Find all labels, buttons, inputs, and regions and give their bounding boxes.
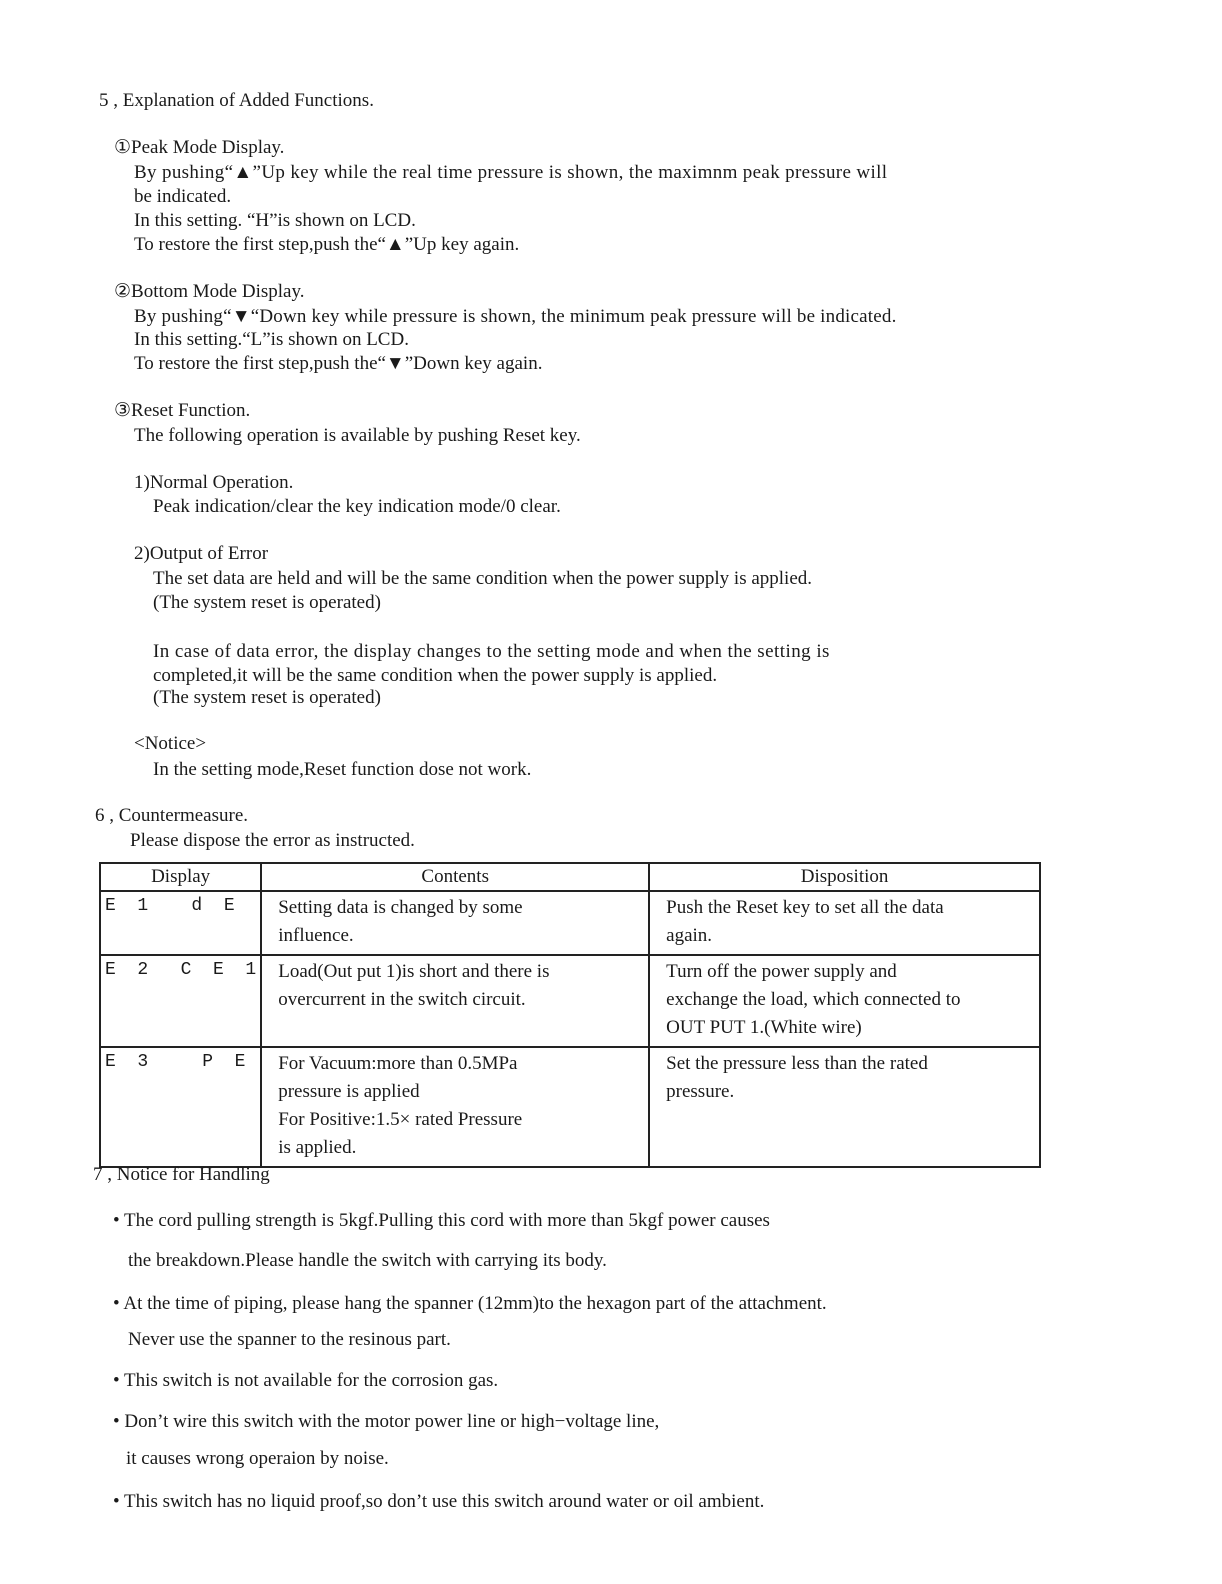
error-disposition [649, 1047, 1040, 1167]
cell-line: overcurrent in the switch circuit. [278, 989, 526, 1010]
handling-bullet: • This switch is not available for the corrosion gas. [113, 1370, 499, 1391]
cell-line: For Positive:1.5× rated Pressure [278, 1109, 523, 1130]
table-row [100, 1047, 1040, 1167]
bottom-mode-line: In this setting.“L”is shown on LCD. [134, 329, 409, 350]
table-header-disposition: Disposition [649, 863, 1040, 891]
normal-operation-line: Peak indication/clear the key indication mode/0 clear. [153, 496, 561, 517]
cell-line: Load(Out put 1)is short and there is [278, 961, 550, 982]
handling-bullet: • Don’t wire this switch with the motor power line or high−voltage line, [113, 1411, 660, 1432]
bottom-mode-title: ②Bottom Mode Display. [114, 281, 305, 302]
peak-mode-line: be indicated. [134, 186, 232, 207]
handling-bullet: • This switch has no liquid proof,so don’t use this switch around water or oil ambient. [113, 1491, 765, 1512]
data-error-line: completed,it will be the same condition when the power supply is applied. [153, 665, 718, 686]
table-header-display: Display [100, 863, 261, 891]
section-5-heading: 5 , Explanation of Added Functions. [99, 90, 374, 111]
notice-title: <Notice> [134, 733, 207, 754]
cell-line: Setting data is changed by some [278, 897, 523, 918]
bottom-mode-line: To restore the first step,push the“▼”Down key again. [134, 353, 543, 374]
error-code: E 3 P E [100, 1047, 261, 1167]
normal-operation-title: 1)Normal Operation. [134, 472, 294, 493]
peak-mode-line: To restore the first step,push the“▲”Up key again. [134, 234, 520, 255]
table-row [100, 891, 1040, 955]
reset-function-line: The following operation is available by pushing Reset key. [134, 425, 581, 446]
error-disposition [649, 891, 1040, 955]
handling-bullet: • The cord pulling strength is 5kgf.Pulling this cord with more than 5kgf power causes [113, 1210, 770, 1231]
section-7-heading: 7 , Notice for Handling [93, 1164, 270, 1185]
output-error-line: (The system reset is operated) [153, 592, 381, 613]
cell-line: pressure is applied [278, 1081, 420, 1102]
handling-bullet-cont: the breakdown.Please handle the switch with carrying its body. [128, 1250, 607, 1271]
error-code: E 2 C E 1 [100, 955, 261, 1047]
output-error-title: 2)Output of Error [134, 543, 269, 564]
cell-line: Push the Reset key to set all the data [666, 897, 944, 918]
peak-mode-line: By pushing“▲”Up key while the real time pressure is shown, the maximnm peak pressure will [134, 162, 888, 183]
countermeasure-intro: Please dispose the error as instructed. [130, 830, 415, 851]
cell-line: OUT PUT 1.(White wire) [666, 1017, 862, 1038]
table-header-row [100, 863, 1040, 891]
error-contents [261, 1047, 649, 1167]
bottom-mode-line: By pushing“▼“Down key while pressure is shown, the minimum peak pressure will be indicated. [134, 306, 897, 327]
cell-line: For Vacuum:more than 0.5MPa [278, 1053, 518, 1074]
error-contents [261, 891, 649, 955]
cell-line: influence. [278, 925, 354, 946]
cell-line: pressure. [666, 1081, 735, 1102]
data-error-line: In case of data error, the display changes to the setting mode and when the setting is [153, 641, 830, 662]
output-error-line: The set data are held and will be the same condition when the power supply is applied. [153, 568, 813, 589]
cell-line: is applied. [278, 1137, 357, 1158]
cell-line: again. [666, 925, 713, 946]
notice-line: In the setting mode,Reset function dose not work. [153, 759, 532, 780]
cell-line: exchange the load, which connected to [666, 989, 961, 1010]
error-table [99, 862, 1041, 1168]
handling-bullet-cont: Never use the spanner to the resinous part. [128, 1329, 451, 1350]
table-row [100, 955, 1040, 1047]
error-disposition [649, 955, 1040, 1047]
peak-mode-title: ①Peak Mode Display. [114, 137, 285, 158]
table-header-contents: Contents [261, 863, 649, 891]
error-code: E 1 d E [100, 891, 261, 955]
reset-function-title: ③Reset Function. [114, 400, 251, 421]
section-6-heading: 6 , Countermeasure. [95, 805, 249, 826]
cell-line: Turn off the power supply and [666, 961, 897, 982]
handling-bullet: • At the time of piping, please hang the spanner (12mm)to the hexagon part of the attachment. [113, 1293, 827, 1314]
handling-bullet-cont: it causes wrong operaion by noise. [126, 1448, 389, 1469]
cell-line: Set the pressure less than the rated [666, 1053, 928, 1074]
data-error-line: (The system reset is operated) [153, 687, 381, 708]
peak-mode-line: In this setting. “H”is shown on LCD. [134, 210, 416, 231]
error-contents [261, 955, 649, 1047]
